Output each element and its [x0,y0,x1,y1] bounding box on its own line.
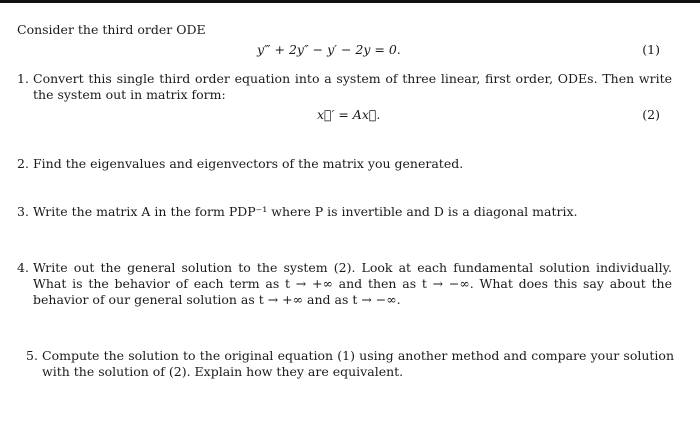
question-4-number: 4. [17,260,29,275]
top-border [0,0,700,3]
intro-text: Consider the third order ODE [17,22,206,37]
question-2-number: 2. [17,156,29,171]
question-2 [17,156,672,172]
question-3-text: Write the matrix A in the form PDP⁻¹ where P is invertible and D is a diagonal matrix. [33,204,578,219]
question-4-text: Write out the general solution to the system (2). Look at each fundamental solution individually. What is the behavior of each term as t → +∞ and then as t → −∞. What does this say about the behavior of our general solution as t → +∞ and as t → −∞. [33,260,672,307]
question-1-text: Convert this single third order equation into a system of three linear, first order, ODEs. Then write the system out in matrix form: [33,71,672,102]
question-5 [26,348,674,380]
equation-1: y‴ + 2y″ − y′ − 2y = 0. [257,42,401,57]
question-1 [17,71,672,103]
question-4 [17,260,672,308]
question-5-number: 5. [26,348,38,363]
equation-2-label: (2) [642,107,660,122]
question-3 [17,204,672,220]
question-5-text: Compute the solution to the original equation (1) using another method and compare your solution with the solution of (2). Explain how they are equivalent. [42,348,674,379]
question-2-text: Find the eigenvalues and eigenvectors of the matrix you generated. [33,156,464,171]
question-1-number: 1. [17,71,29,86]
question-3-number: 3. [17,204,29,219]
equation-2: x⃗′ = Ax⃗. [317,107,381,122]
equation-1-label: (1) [642,42,660,57]
